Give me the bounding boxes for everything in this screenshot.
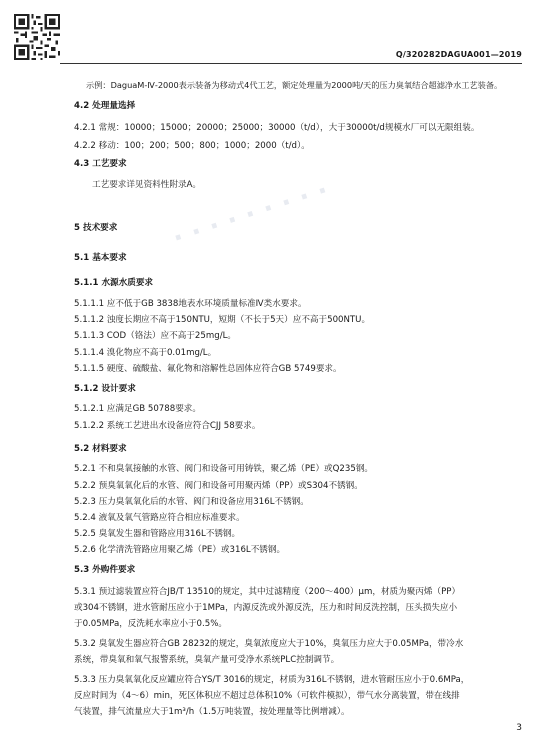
- clause-5-3-3: 5.3.3 压力臭氧氧化反应罐应符合YS/T 3016的规定，材质为316L不锈钢，进水管耐压应小于0.6MPa，: [74, 675, 470, 685]
- clause-5-3-2: 5.3.2 臭氧发生器应符合GB 28232的规定，臭氧浓度应大于10%，臭氧压力应大于0.05MPa，带冷水: [74, 639, 464, 649]
- clause-5-3-1-cont-1: 或304不锈钢，进水管耐压应小于1MPa，内源反洗或外源反洗，压力和时间反洗控制，压头损失应小: [74, 603, 458, 613]
- watermark: · · · · · · · · ·: [169, 175, 333, 255]
- clause-5-2-2: 5.2.2 预臭氧氧化后的水管、阀门和设备可用聚丙烯（PP）或S304不锈钢。: [74, 481, 363, 491]
- clause-5-2-4: 5.2.4 液氧及氧气管路应符合相应标准要求。: [74, 513, 245, 523]
- heading-5-1: 5.1 基本要求: [74, 253, 127, 263]
- heading-4-2: 4.2 处理量选择: [74, 101, 136, 111]
- clause-5-3-2-cont: 系统，带臭氧和氧气报警系统，臭氧产量可受净水系统PLC控制调节。: [74, 655, 340, 665]
- heading-4-3: 4.3 工艺要求: [74, 159, 127, 169]
- clause-5-1-1-1: 5.1.1.1 应不低于GB 3838地表水环境质量标准Ⅳ类水要求。: [74, 299, 307, 309]
- clause-5-1-2-2: 5.1.2.2 系统工艺进出水设备应符合CJJ 58要求。: [74, 421, 261, 431]
- clause-5-3-3-cont-1: 反应时间为（4～6）min，死区体积应不超过总体积10%（可软件模拟），带气水分离装置，带在线排: [74, 691, 460, 701]
- heading-5-1-2: 5.1.2 设计要求: [74, 384, 136, 394]
- clause-5-2-1: 5.2.1 不和臭氧接触的水管、阀门和设备可用铸铁，聚乙烯（PE）或Q235钢。: [74, 464, 374, 474]
- example-note: 示例：DaguaM-Ⅳ-2000表示装备为移动式4代工艺，额定处理量为2000吨/天的压力臭氧结合超滤净水工艺装备。: [86, 80, 503, 90]
- qr-code: [14, 14, 60, 60]
- heading-5: 5 技术要求: [74, 223, 118, 233]
- clause-5-3-3-cont-2: 气装置，排气流量应大于1m³/h（1.5万吨装置，按处理量等比例增减）。: [74, 707, 350, 717]
- clause-5-1-1-2: 5.1.1.2 浊度长期应不高于150NTU，短期（不长于5天）应不高于500NTU。: [74, 315, 371, 325]
- clause-4-2-2: 4.2.2 移动：100；200；500；800；1000；2000（t/d）。: [74, 141, 310, 151]
- clause-5-1-2-1: 5.1.2.1 应满足GB 50788要求。: [74, 404, 201, 414]
- clause-5-1-1-3: 5.1.1.3 COD（铬法）应不高于25mg/L。: [74, 331, 236, 341]
- clause-5-1-1-5: 5.1.1.5 硬度、硫酸盐、氟化物和溶解性总固体应符合GB 5749要求。: [74, 364, 342, 374]
- clause-4-2-1: 4.2.1 常规：10000；15000；20000；25000；30000（t/d），大于30000t/d规模水厂可以无限组装。: [74, 123, 480, 133]
- clause-5-2-5: 5.2.5 臭氧发生器和管路应用316L不锈钢。: [74, 529, 241, 539]
- clause-4-3-text: 工艺要求详见资料性附录A。: [92, 180, 202, 190]
- clause-5-2-6: 5.2.6 化学清洗管路应用聚乙烯（PE）或316L不锈钢。: [74, 545, 286, 555]
- standard-number: Q/320282DAGUA001—2019: [395, 50, 522, 59]
- heading-5-2: 5.2 材料要求: [74, 444, 127, 454]
- clause-5-3-1: 5.3.1 预过滤装置应符合JB/T 13510的规定，其中过滤精度（200～400）μm，材质为聚丙烯（PP）: [74, 587, 461, 597]
- heading-5-3: 5.3 外购件要求: [74, 565, 136, 575]
- clause-5-2-3: 5.2.3 压力臭氧氧化后的水管、阀门和设备应用316L不锈钢。: [74, 497, 309, 507]
- page-number: 3: [516, 723, 522, 733]
- clause-5-3-1-cont-2: 于0.05MPa，反洗耗水率应小于0.5%。: [74, 619, 227, 629]
- heading-5-1-1: 5.1.1 水源水质要求: [74, 278, 154, 288]
- header-divider: [60, 63, 522, 64]
- clause-5-1-1-4: 5.1.1.4 溴化物应不高于0.01mg/L。: [74, 348, 217, 358]
